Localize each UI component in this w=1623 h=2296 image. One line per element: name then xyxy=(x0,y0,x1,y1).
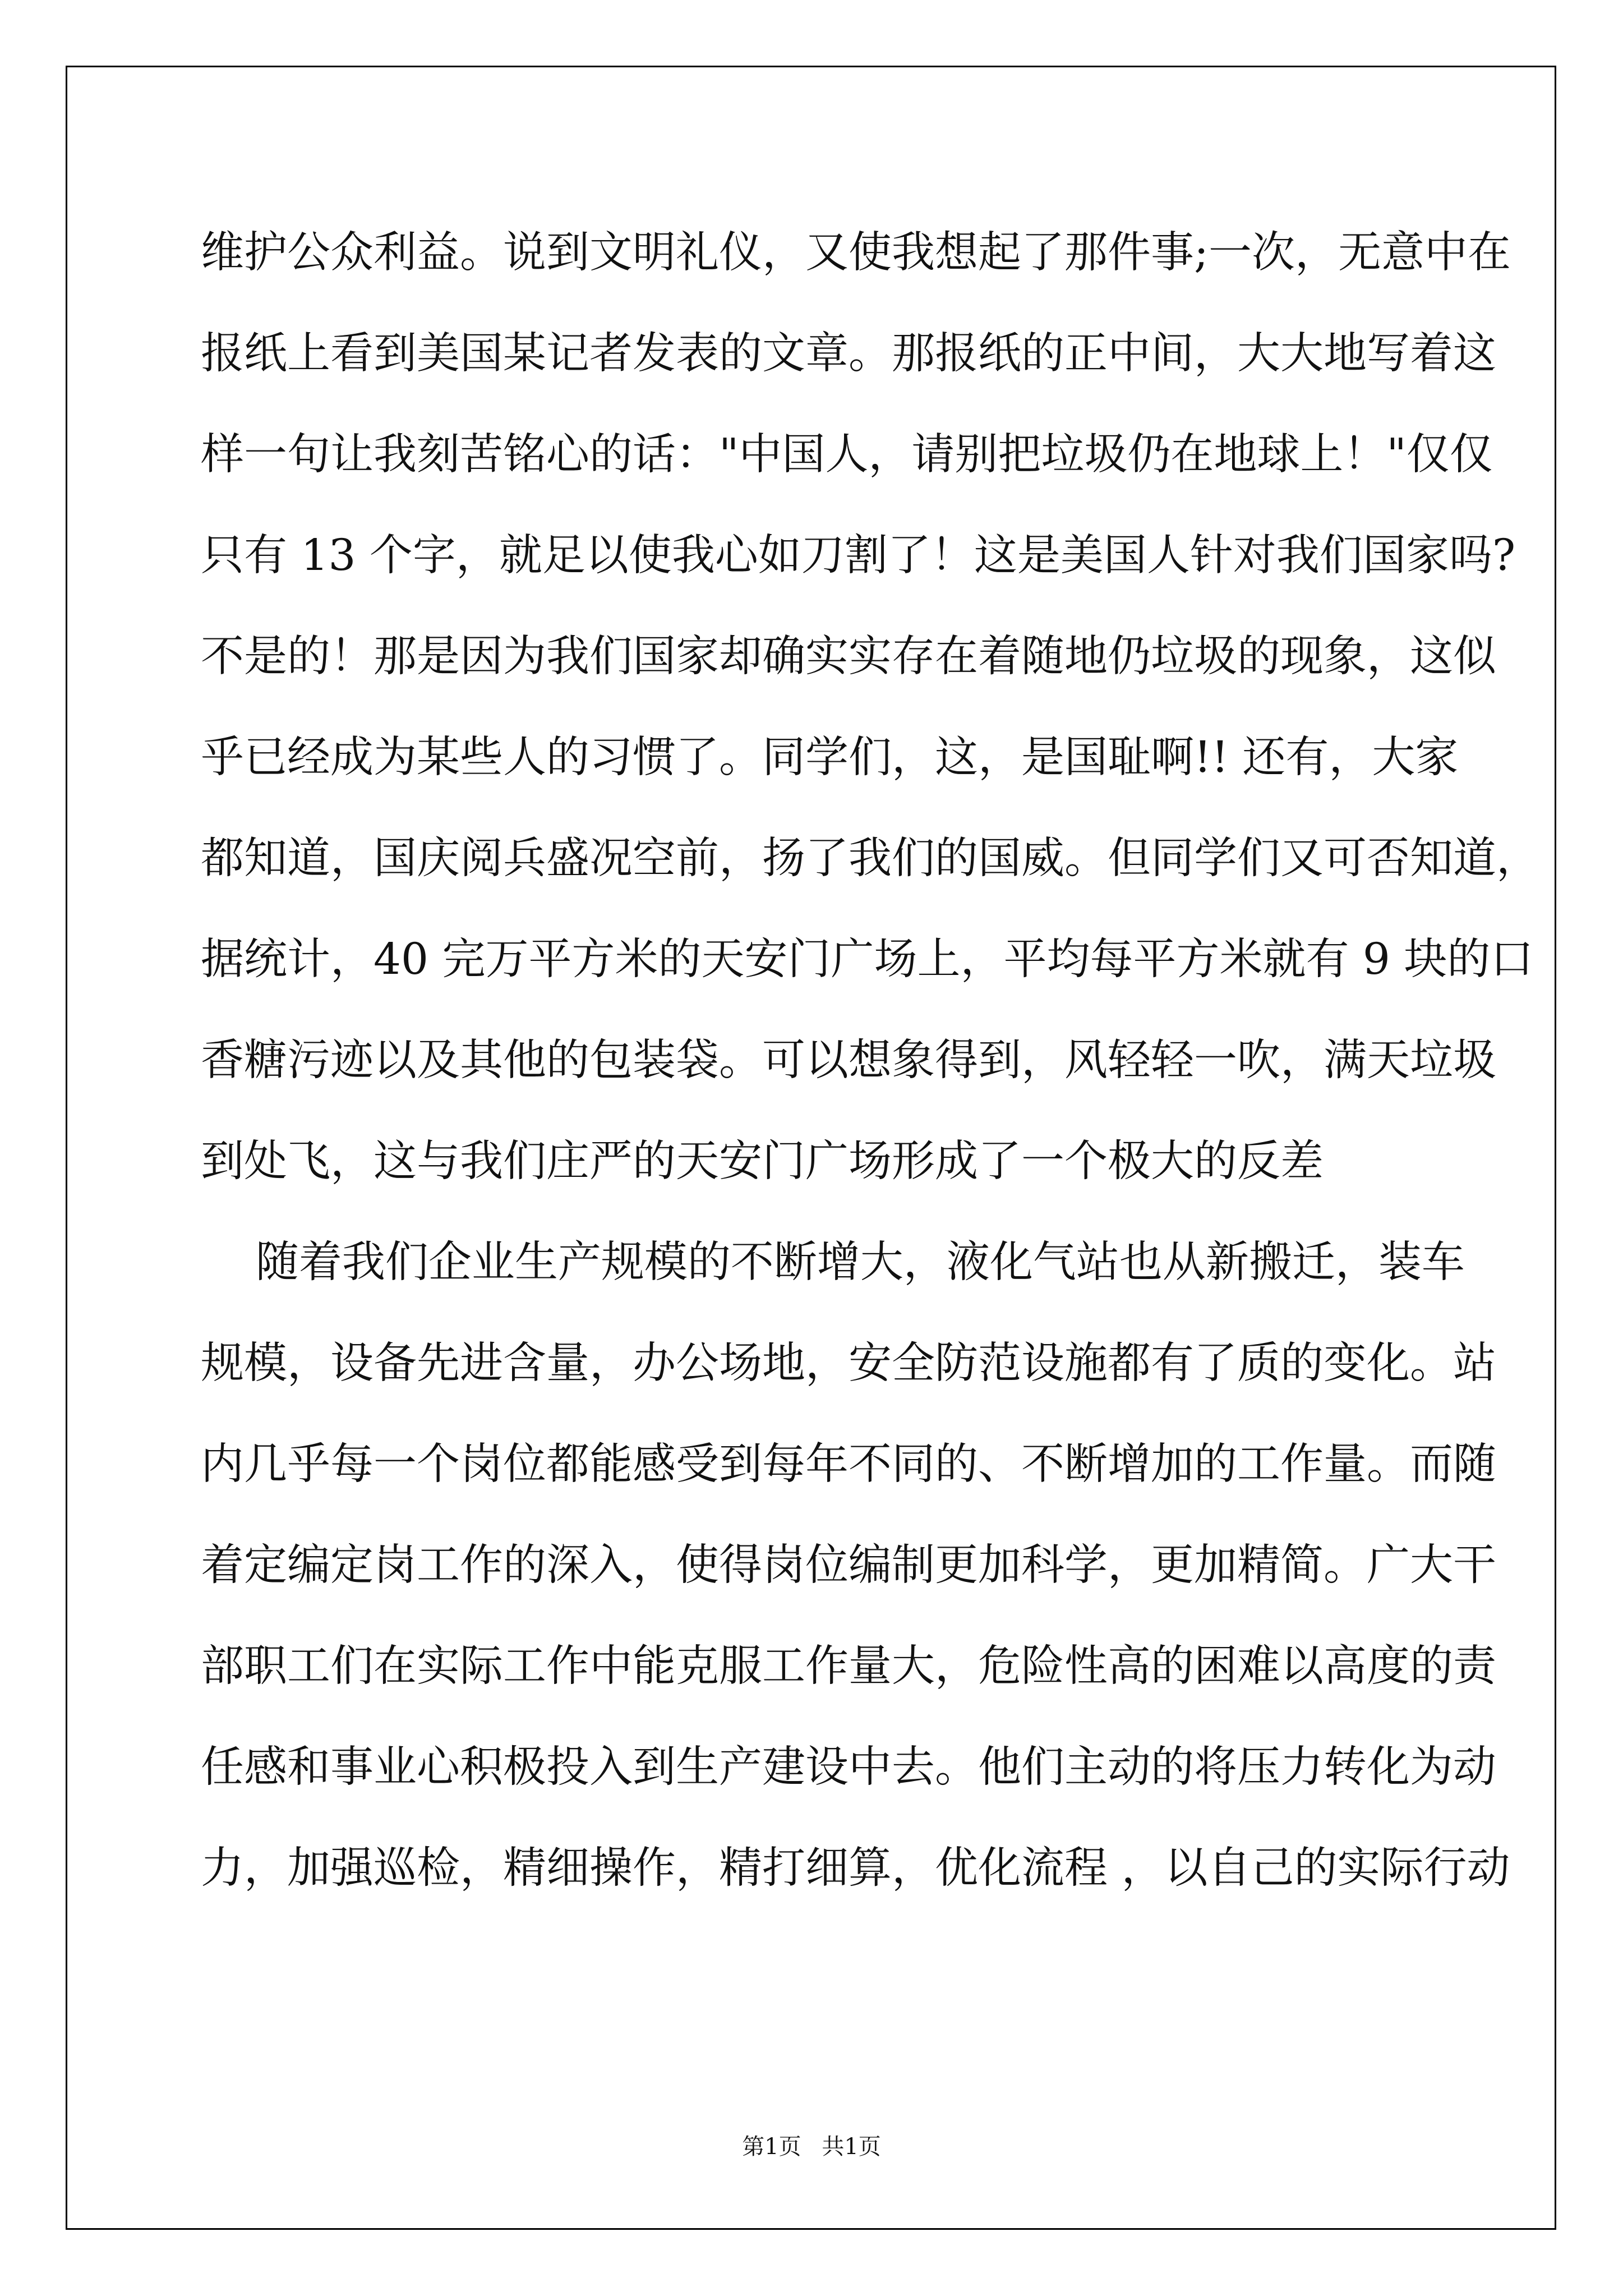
text-line: 只有 13 个字，就足以使我心如刀割了！这是美国人针对我们国家吗? xyxy=(201,531,1516,581)
text-line: 任感和事业心积极投入到生产建设中去。他们主动的将压力转化为动 xyxy=(201,1742,1496,1792)
text-line: 香糖污迹以及其他的包装袋。可以想象得到，风轻轻一吹，满天垃圾 xyxy=(201,1036,1496,1085)
text-line: 力，加强巡检，精细操作，精打细算，优化流程 ，以自己的实际行动 xyxy=(201,1843,1510,1893)
text-line: 着定编定岗工作的深入，使得岗位编制更加科学，更加精简。广大干 xyxy=(201,1540,1496,1590)
text-line: 到处飞，这与我们庄严的天安门广场形成了一个极大的反差 xyxy=(201,1137,1324,1186)
text-line: 维护公众利益。说到文明礼仪，又使我想起了那件事;一次，无意中在 xyxy=(201,228,1511,278)
text-line: 乎已经成为某些人的习惯了。同学们，这，是国耻啊!! 还有，大家 xyxy=(201,733,1459,783)
text-line: 报纸上看到美国某记者发表的文章。那报纸的正中间，大大地写着这 xyxy=(201,329,1496,379)
text-line: 内几乎每一个岗位都能感受到每年不同的、不断增加的工作量。而随 xyxy=(201,1439,1496,1489)
text-line: 据统计，40 完万平方米的天安门广场上，平均每平方米就有 9 块的口 xyxy=(201,935,1534,984)
text-line: 都知道，国庆阅兵盛况空前，扬了我们的国威。但同学们又可否知道， xyxy=(201,834,1539,884)
text-line: 部职工们在实际工作中能克服工作量大，危险性高的困难以高度的责 xyxy=(201,1641,1496,1691)
text-line: 样一句让我刻苦铭心的话："中国人，请别把垃圾仍在地球上！"仅仅 xyxy=(201,430,1493,480)
text-line: 规模，设备先进含量，办公场地，安全防范设施都有了质的变化。站 xyxy=(201,1338,1496,1388)
page-number-footer: 第1页 共1页 xyxy=(742,2134,881,2160)
text-line: 随着我们企业生产规模的不断增大，液化气站也从新搬迁，装车 xyxy=(201,1237,1465,1287)
document-body xyxy=(201,218,1539,1934)
text-line: 不是的！那是因为我们国家却确实实存在着随地仍垃圾的现象，这似 xyxy=(201,632,1496,682)
